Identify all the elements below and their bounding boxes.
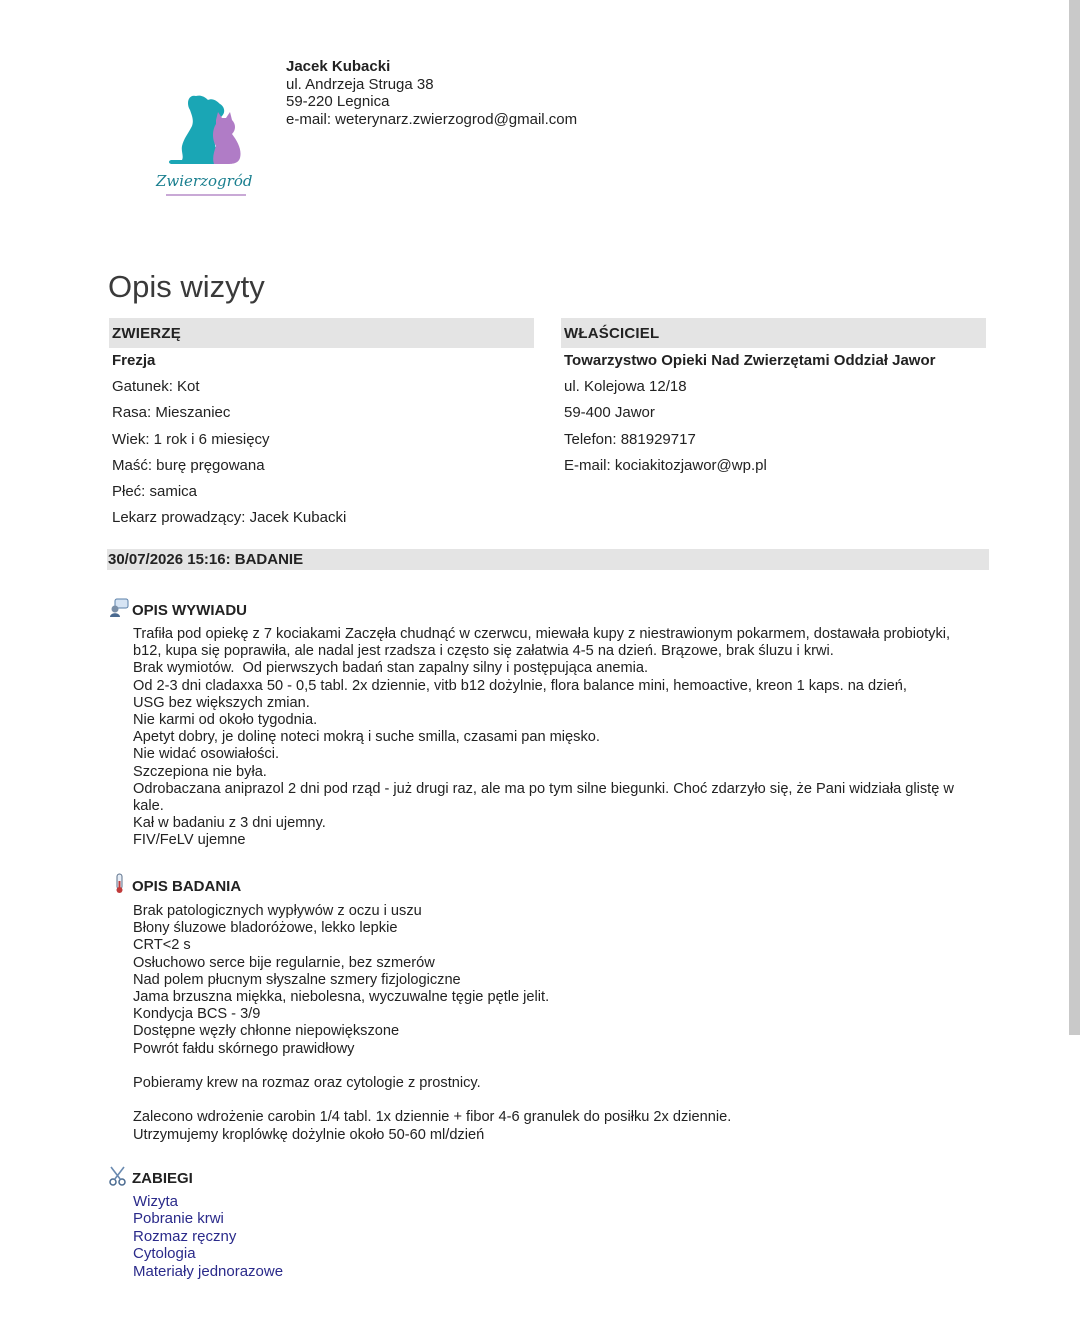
interview-line: Brak wymiotów. Od pierwszych badań stan zapalny silny i postępująca anemia. xyxy=(133,660,649,677)
interview-line: Nie karmi od około tygodnia. xyxy=(133,712,318,729)
clinic-logo xyxy=(152,86,268,206)
interview-line: Odrobaczana aniprazol 2 dni pod rząd - już drugi raz, ale ma po tym silne biegunki. Choć zdarzyło się, że Pani widziała glistę w xyxy=(133,780,954,797)
animal-header: ZWIERZĘ xyxy=(109,318,534,348)
interview-heading xyxy=(108,597,247,619)
logo-wordmark: Zwierzogród xyxy=(156,172,253,190)
exam-line: Brak patologicznych wypływów z oczu i uszu xyxy=(133,903,422,919)
interview-line: Trafiła pod opiekę z 7 kociakami Zaczęła chudnąć w czerwcu, miewała kupy z niestrawionym pokarmem, dostawała probiotyki, xyxy=(133,626,951,642)
animal-species: Gatunek: Kot xyxy=(112,378,200,396)
exam-line xyxy=(133,1058,993,1075)
exam-line: CRT<2 s xyxy=(133,937,191,954)
scrollbar[interactable] xyxy=(1069,0,1080,1035)
exam-line: Nad polem płucnym słyszalne szmery fizjologiczne xyxy=(133,971,461,988)
exam-line: Błony śluzowe bladoróżowe, lekko lepkie xyxy=(133,920,398,937)
interview-line: kale. xyxy=(133,798,164,815)
exam-line: Kondycja BCS - 3/9 xyxy=(133,1006,261,1023)
procedures-heading xyxy=(108,1165,193,1187)
interview-line: FIV/FeLV ujemne xyxy=(133,832,246,849)
exam-title: OPIS BADANIA xyxy=(132,878,242,895)
procedure-link[interactable]: Cytologia xyxy=(133,1245,196,1263)
animal-breed: Rasa: Mieszaniec xyxy=(112,404,231,422)
scissors-icon xyxy=(108,1165,130,1187)
interview-line: Nie widać osowiałości. xyxy=(133,746,279,763)
procedures-list xyxy=(133,1193,283,1280)
exam-line: Powrót fałdu skórnego prawidłowy xyxy=(133,1040,355,1057)
page-title: Opis wizyty xyxy=(108,268,265,304)
exam-line: Jama brzuszna miękka, niebolesna, wyczuwalne tęgie pętle jelit. xyxy=(133,989,550,1006)
clinic-email: e-mail: weterynarz.zwierzogrod@gmail.com xyxy=(286,110,578,128)
exam-line: Utrzymujemy kroplówkę dożylnie około 50-60 ml/dzień xyxy=(133,1126,485,1143)
dog-cat-logo-icon xyxy=(152,86,268,206)
interview-line: Szczepiona nie była. xyxy=(133,763,267,780)
interview-title: OPIS WYWIADU xyxy=(132,602,247,619)
procedure-link[interactable]: Rozmaz ręczny xyxy=(133,1227,237,1245)
animal-color: Maść: burę pręgowana xyxy=(112,456,265,474)
animal-sex: Płeć: samica xyxy=(112,482,198,500)
thermometer-icon xyxy=(108,873,130,895)
exam-heading xyxy=(108,873,241,895)
exam-line: Zalecono wdrożenie carobin 1/4 tabl. 1x dziennie + fibor 4-6 granulek do posiłku 2x dziennie. xyxy=(133,1109,732,1126)
clinic-street: ul. Andrzeja Struga 38 xyxy=(286,75,434,93)
interview-text xyxy=(133,626,993,850)
owner-email: E-mail: kociakitozjawor@wp.pl xyxy=(564,456,767,474)
exam-line xyxy=(133,1092,993,1109)
exam-line: Pobieramy krew na rozmaz oraz cytologie z prostnicy. xyxy=(133,1075,481,1092)
animal-doctor: Lekarz prowadzący: Jacek Kubacki xyxy=(112,509,347,527)
owner-header: WŁAŚCICIEL xyxy=(561,318,986,348)
interview-line: Apetyt dobry, je dolinę noteci mokrą i suche smilla, czasami pan mięsko. xyxy=(133,729,600,746)
interview-line: USG bez większych zmian. xyxy=(133,694,310,711)
doctor-chat-icon xyxy=(108,597,130,619)
owner-street: ul. Kolejowa 12/18 xyxy=(564,378,687,396)
interview-line: Kał w badaniu z 3 dni ujemny. xyxy=(133,815,326,832)
procedures-title: ZABIEGI xyxy=(132,1170,193,1187)
exam-text xyxy=(133,903,993,1144)
interview-line: b12, kupa się poprawiła, ale nadal jest rzadsza i często się załatwia 4-5 na dzień. Brązowe, brak śluzu i krwi. xyxy=(133,643,834,660)
animal-name: Frezja xyxy=(112,352,156,369)
visit-header: 30/07/2026 15:16: BADANIE xyxy=(107,549,989,570)
animal-panel xyxy=(109,318,534,531)
animal-age: Wiek: 1 rok i 6 miesięcy xyxy=(112,430,270,448)
exam-line: Dostępne węzły chłonne niepowiększone xyxy=(133,1023,400,1040)
clinic-info xyxy=(286,58,577,128)
clinic-name: Jacek Kubacki xyxy=(286,58,391,75)
procedure-link[interactable]: Materiały jednorazowe xyxy=(133,1262,284,1280)
owner-panel xyxy=(561,318,986,479)
owner-city: 59-400 Jawor xyxy=(564,404,655,422)
procedure-link[interactable]: Pobranie krwi xyxy=(133,1210,224,1228)
procedure-link[interactable]: Wizyta xyxy=(133,1193,178,1210)
owner-phone: Telefon: 881929717 xyxy=(564,430,696,448)
interview-line: Od 2-3 dni cladaxxa 50 - 0,5 tabl. 2x dziennie, vitb b12 dożylnie, flora balance mini, hemoactive, kreon 1 kaps. na dzień, xyxy=(133,677,907,694)
clinic-city: 59-220 Legnica xyxy=(286,93,390,110)
exam-line: Osłuchowo serce bije regularnie, bez szmerów xyxy=(133,954,435,971)
owner-name: Towarzystwo Opieki Nad Zwierzętami Oddział Jawor xyxy=(564,352,936,369)
